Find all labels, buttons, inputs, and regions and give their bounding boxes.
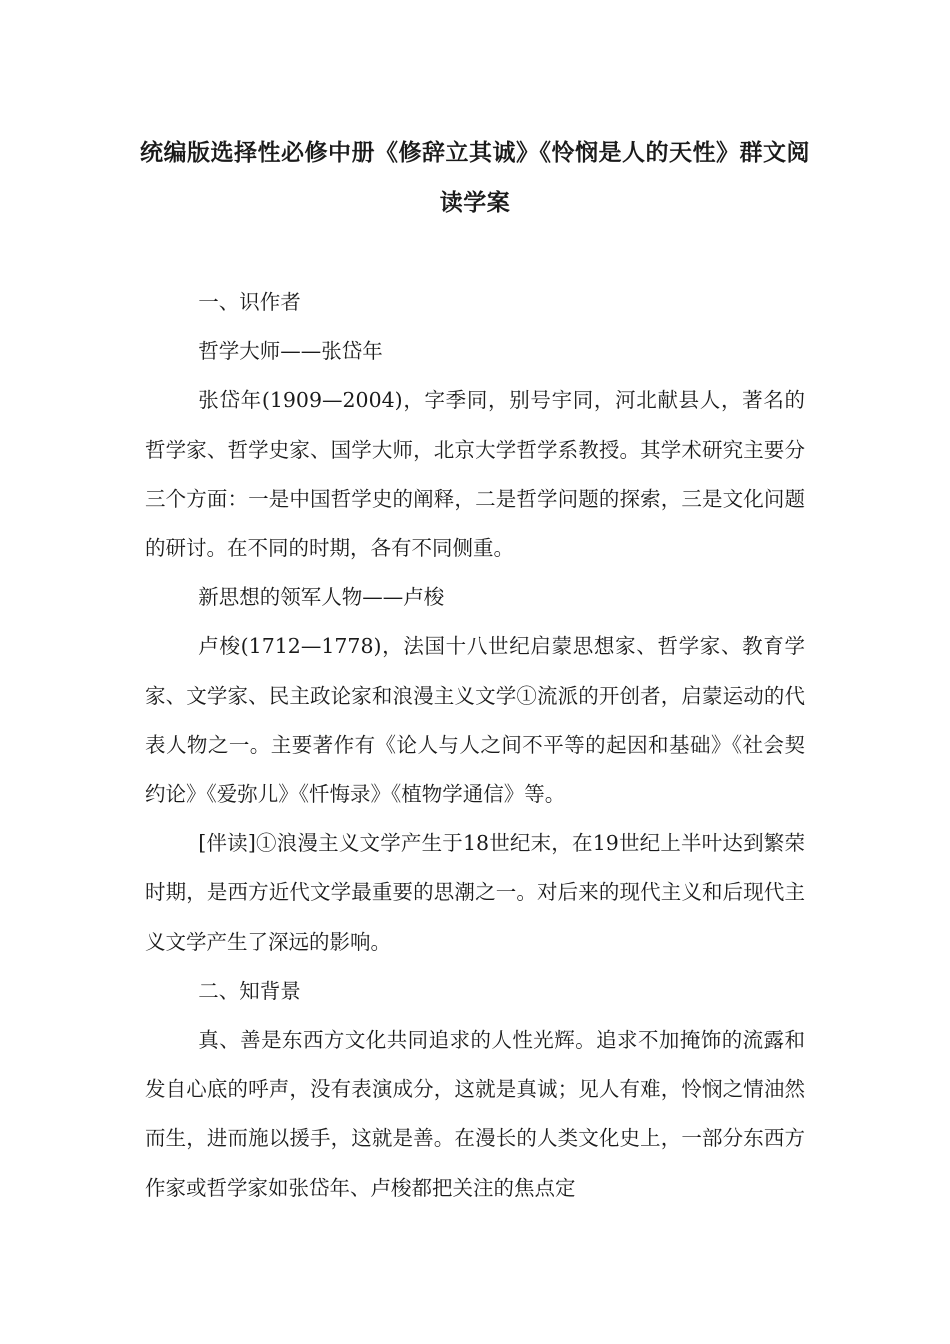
paragraph-zhang-dainian: 张岱年(1909—2004)，字季同，别号宇同，河北献县人，著名的哲学家、哲学史家、国学大师，北京大学哲学系教授。其学术研究主要分三个方面：一是中国哲学史的阐释，二是哲学问题的探索，三是文化问题的研讨。在不同的时期，各有不同侧重。	[145, 388, 805, 561]
subheading-rousseau: 新思想的领军人物——卢梭	[198, 585, 445, 610]
paragraph-background: 真、善是东西方文化共同追求的人性光辉。追求不加掩饰的流露和发自心底的呼声，没有表演成分，这就是真诚；见人有难，怜悯之情油然而生，进而施以援手，这就是善。在漫长的人类文化史上，一部分东西方作家或哲学家如张岱年、卢梭都把关注的焦点定	[145, 1028, 805, 1200]
paragraph-reading-note: [伴读]①浪漫主义文学产生于18世纪末，在19世纪上半叶达到繁荣时期，是西方近代文学最重要的思潮之一。对后来的现代主义和后现代主义文学产生了深远的影响。	[145, 831, 805, 954]
paragraph-rousseau: 卢梭(1712—1778)，法国十八世纪启蒙思想家、哲学家、教育学家、文学家、民主政论家和浪漫主义文学①流派的开创者，启蒙运动的代表人物之一。主要著作有《论人与人之间不平等的起因和基础》《社会契约论》《爱弥儿》《忏悔录》《植物学通信》等。	[145, 634, 805, 807]
section-heading-author: 一、识作者	[198, 290, 301, 314]
document-title	[140, 128, 810, 228]
title-line-1: 统编版选择性必修中册《修辞立其诚》《怜悯是人的天性》群文阅	[140, 140, 810, 166]
section-heading-background: 二、知背景	[198, 978, 301, 1003]
document-body	[145, 278, 805, 1213]
title-line-2: 读学案	[439, 190, 511, 216]
subheading-zhang-dainian: 哲学大师——张岱年	[198, 339, 383, 364]
